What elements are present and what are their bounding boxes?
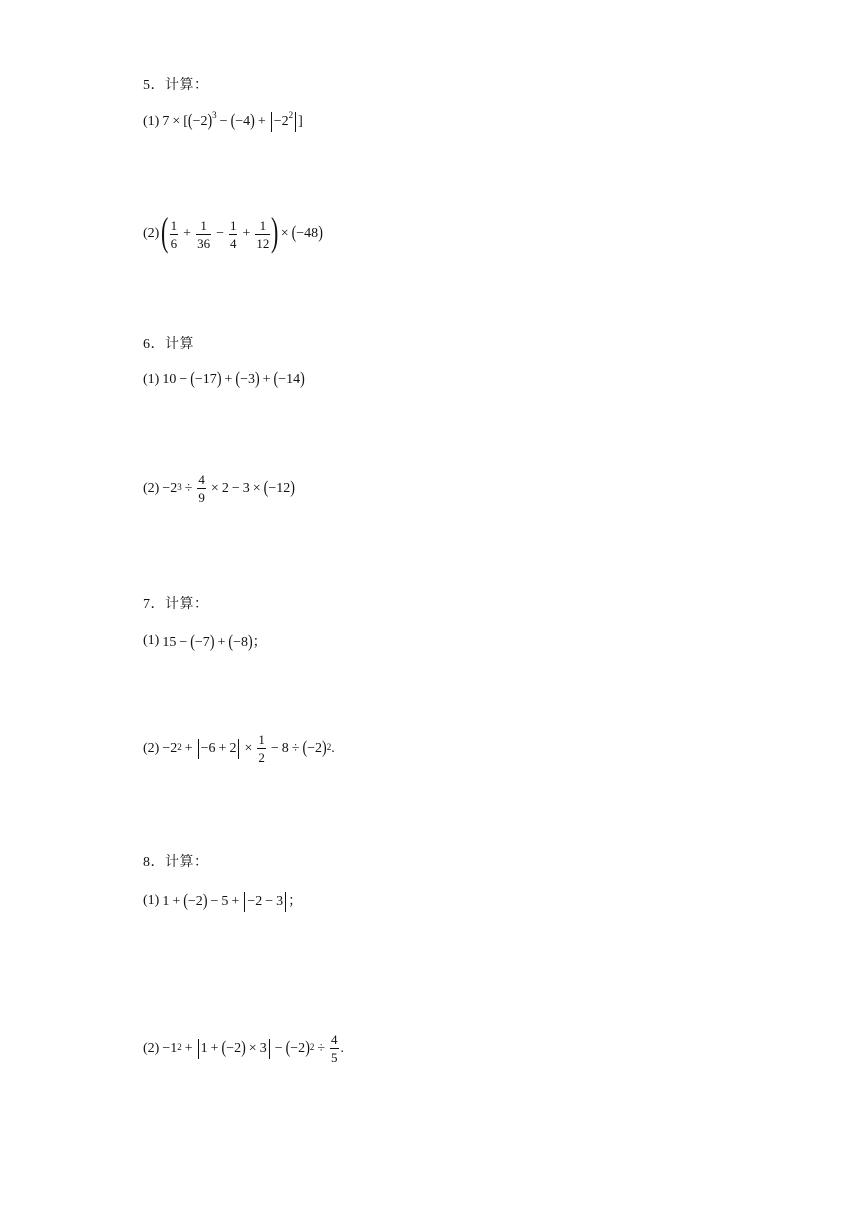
problem-5-title: 5．计算： bbox=[143, 78, 209, 93]
expression: ( $\frac{1}{6}$ + $\frac{1}{36}$ − $\frac{1}{4}$ + $\frac{1}{12}$ ) × ( −48 ) bbox=[161, 209, 323, 254]
part-label: (2) bbox=[143, 740, 160, 756]
problem-5-part-2 bbox=[143, 209, 323, 254]
problem-8-part-1 bbox=[143, 890, 302, 912]
expression: 10 − (−17) + (−3) + (−14) bbox=[162, 370, 305, 389]
problem-7-part-2 bbox=[143, 733, 335, 764]
problem-8-title: 8．计算： bbox=[143, 855, 209, 870]
expression: 15 − (−7) + (−8)； bbox=[162, 633, 267, 652]
expression: −2 $^2$ + −6 + 2 × $\frac{1}{2}$ − 8 ÷ ( −2 ) $^2$ . bbox=[162, 732, 335, 765]
part-label: (1) bbox=[143, 114, 160, 129]
part-label: (1) bbox=[143, 633, 160, 648]
problem-7-part-1 bbox=[143, 631, 267, 651]
problem-6-part-2 bbox=[143, 473, 295, 504]
problem-5-part-1 bbox=[143, 109, 303, 132]
expression: 1 + (−2) − 5 + −2 − 3 ； bbox=[162, 892, 303, 911]
part-label: (1) bbox=[143, 892, 160, 908]
problem-6-part-1 bbox=[143, 372, 305, 388]
problem-7-title: 7．计算： bbox=[143, 597, 209, 612]
expression: −2 $^3$ ÷ $\frac{4}{9}$ × 2 − 3 × ( −12 ) bbox=[162, 472, 295, 505]
problem-8-part-2 bbox=[143, 1033, 344, 1064]
part-label: (1) bbox=[143, 372, 160, 387]
part-label: (2) bbox=[143, 226, 160, 241]
part-label: (2) bbox=[143, 480, 160, 496]
expression: $7 \times [(-2)^3 - (-4) + -2^2$ ] bbox=[162, 109, 303, 131]
problem-6-title: 6．计算 bbox=[143, 337, 194, 352]
expression: −1 $^2$ + 1 + ( −2 ) × 3 − ( −2 ) $^2$ ÷ $\frac{4}{5}$ . bbox=[162, 1032, 345, 1065]
part-label: (2) bbox=[143, 1040, 160, 1056]
